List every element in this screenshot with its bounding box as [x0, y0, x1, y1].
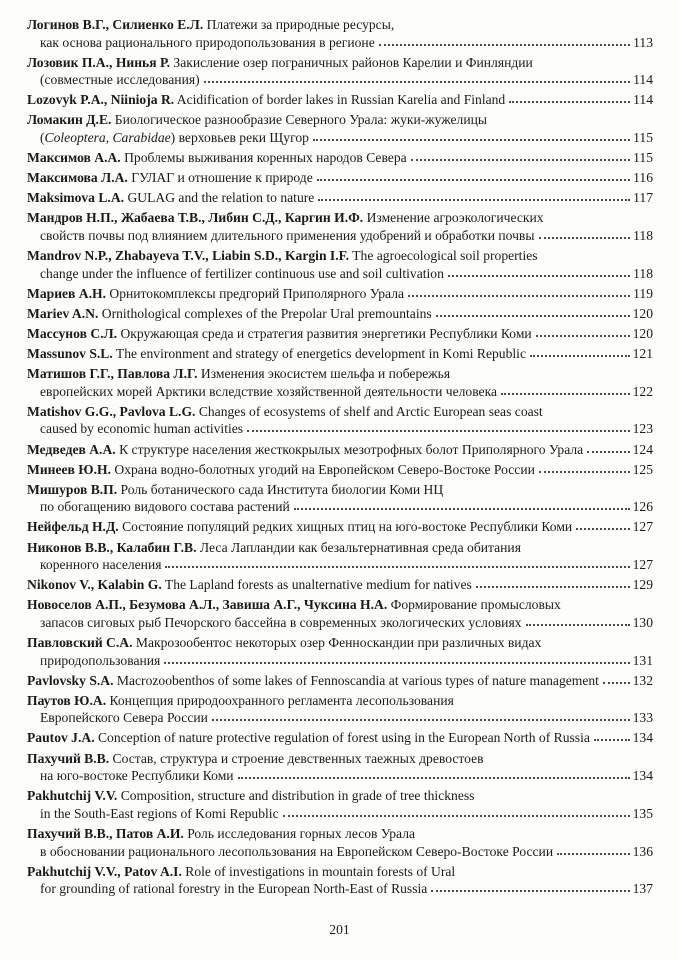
- entry-page-number: 133: [632, 710, 653, 726]
- entry-page-number: 122: [632, 383, 653, 399]
- entry-line-first: [27, 441, 653, 459]
- entry-authors: Логинов В.Г., Силиенко Е.Л.: [27, 17, 204, 32]
- toc-entry: [27, 441, 653, 459]
- entry-title-text: in the South-East regions of Komi Republic: [40, 805, 279, 821]
- entry-line-first: [27, 91, 653, 109]
- entry-text: [40, 709, 208, 727]
- dot-leader: [318, 199, 630, 201]
- entry-title-text: Закисление озер пограничных районов Карелии и Финляндии: [170, 54, 533, 70]
- entry-authors: Пахучий В.В., Патов А.И.: [27, 825, 184, 841]
- entry-title-text: Composition, structure and distribution in grade of tree thickness: [117, 788, 475, 804]
- toc-entry: [27, 825, 653, 860]
- entry-authors: Нейфельд Н.Д.: [27, 519, 119, 535]
- entry-title-text: в обосновании рационального лесопользования на Европейском Северо-Востоке России: [40, 843, 554, 859]
- entry-text: [27, 210, 544, 225]
- entry-title-text: caused by economic human activities: [40, 421, 244, 437]
- entry-text: [40, 843, 553, 861]
- entry-line-first: [27, 325, 653, 343]
- dot-leader: [238, 777, 630, 779]
- dot-leader: [379, 44, 630, 46]
- toc-entry: [27, 461, 653, 479]
- toc-entry: [27, 16, 653, 51]
- entry-page-number: 118: [633, 265, 653, 281]
- entry-authors: Pautov J.A.: [27, 730, 95, 746]
- entry-line-first: [27, 729, 653, 747]
- entry-line-continuation: [27, 556, 653, 574]
- entry-title-text: Проблемы выживания коренных народов Севера: [120, 150, 407, 166]
- entry-authors: Lozovyk P.A., Niinioja R.: [27, 92, 175, 108]
- entry-authors: Павловский С.А.: [27, 635, 133, 650]
- entry-title-text: change under the influence of fertilizer continuous use and soil cultivation: [40, 265, 444, 281]
- entry-page-number: 125: [632, 461, 653, 477]
- entry-text: [40, 71, 200, 89]
- dot-leader: [212, 719, 630, 721]
- dot-leader: [587, 451, 629, 453]
- toc-entry: [27, 325, 653, 343]
- entry-page-number: 134: [632, 730, 653, 746]
- entry-text: [27, 461, 535, 479]
- entry-title-text: Биологическое разнообразие Северного Урала: жуки-жужелицы: [111, 112, 488, 128]
- entry-line-first: [27, 403, 653, 421]
- entry-page-number: 135: [632, 805, 653, 821]
- entry-title-text: Окружающая среда и стратегия развития энергетики Республики Коми: [117, 326, 532, 341]
- dot-leader: [317, 179, 630, 181]
- entry-authors: Матишов Г.Г., Павлова Л.Г.: [27, 366, 198, 382]
- entry-page-number: 115: [633, 150, 653, 166]
- entry-title-text: Ornithological complexes of the Prepolar Ural premountains: [98, 305, 432, 321]
- entry-text: [27, 91, 505, 109]
- entry-text: [27, 55, 533, 70]
- entry-title-text: Changes of ecosystems of shelf and Arctic European seas coast: [195, 403, 543, 419]
- entry-authors: Maksimova L.A.: [27, 190, 125, 206]
- dot-leader: [501, 393, 630, 395]
- dot-leader: [408, 295, 630, 297]
- toc-entry: [27, 365, 653, 400]
- entry-title-text: Европейского Севера России: [40, 710, 208, 726]
- entry-text: [40, 383, 497, 401]
- entry-text: [27, 305, 432, 323]
- entry-line-continuation: [27, 805, 653, 823]
- entry-line-continuation: [27, 265, 653, 283]
- entry-authors: Минеев Ю.Н.: [27, 461, 111, 477]
- entry-page-number: 124: [632, 441, 653, 457]
- dot-leader: [283, 815, 630, 817]
- dot-leader: [539, 471, 630, 473]
- dot-leader: [204, 81, 630, 83]
- entry-title-text: запасов сиговых рыб Печорского бассейна в современных экологических условиях: [40, 614, 522, 630]
- entry-page-number: 123: [632, 421, 653, 437]
- entry-authors: Мариев А.Н.: [27, 285, 106, 301]
- entry-text: [27, 597, 561, 612]
- entry-title-text: природопользования: [40, 652, 161, 668]
- dot-leader: [411, 159, 630, 161]
- toc-entry: [27, 91, 653, 109]
- dot-leader: [530, 355, 630, 357]
- entry-title-text: Acidification of border lakes in Russian Karelia and Finland: [174, 92, 506, 108]
- entry-line-first: [27, 750, 653, 768]
- entry-line-continuation: [27, 709, 653, 727]
- entry-line-continuation: [27, 71, 653, 89]
- entry-text: [40, 556, 161, 574]
- entry-title-text: The Lapland forests as unalternative medium for natives: [161, 577, 472, 593]
- entry-authors: Пахучий В.В.: [27, 750, 110, 766]
- dot-leader: [431, 890, 629, 892]
- entry-text: [27, 826, 415, 841]
- entry-text: [40, 420, 243, 438]
- entry-page-number: 131: [632, 652, 653, 668]
- entry-title-text: свойств почвы под влиянием длительного применения удобрений и обработки почвы: [40, 228, 535, 244]
- entry-page-number: 137: [632, 881, 653, 897]
- toc-entry: [27, 692, 653, 727]
- entry-text: [27, 482, 443, 497]
- entry-text: [27, 17, 394, 32]
- entry-title-text: Состав, структура и строение девственных таежных древостоев: [109, 750, 484, 766]
- entry-page-number: 136: [632, 843, 653, 859]
- footer-page-number: 201: [329, 922, 350, 937]
- entry-page-number: 118: [633, 228, 653, 244]
- entry-line-first: [27, 54, 653, 72]
- dot-leader: [576, 528, 629, 530]
- toc-entry: [27, 345, 653, 363]
- entry-line-first: [27, 247, 653, 265]
- dot-leader: [603, 682, 630, 684]
- entry-page-number: 120: [632, 326, 653, 341]
- entry-title-text: Роль ботанического сада Института биологии Коми НЦ: [117, 481, 444, 497]
- dot-leader: [526, 624, 630, 626]
- entry-text: [40, 614, 522, 632]
- entry-authors: Pakhutchij V.V., Patov A.I.: [27, 863, 182, 879]
- entry-line-first: [27, 596, 653, 614]
- entry-page-number: 119: [633, 285, 653, 301]
- entry-title-text: Платежи за природные ресурсы,: [203, 17, 395, 32]
- toc-entry: [27, 539, 653, 574]
- dot-leader: [476, 586, 630, 588]
- entry-text: [27, 248, 538, 263]
- entry-line-first: [27, 149, 653, 167]
- entry-page-number: 134: [632, 768, 653, 784]
- entry-text: [27, 576, 472, 594]
- toc-entry: [27, 576, 653, 594]
- entry-page-number: 114: [633, 72, 653, 88]
- dot-leader: [313, 139, 630, 141]
- entry-title-text: Macrozoobenthos of some lakes of Fennoscandia at various types of nature management: [113, 672, 599, 688]
- entry-title-text: европейских морей Арктики вследствие хозяйственной деятельности человека: [40, 383, 498, 399]
- entry-line-first: [27, 672, 653, 690]
- entry-text: [27, 864, 455, 879]
- entry-authors: Лозовик П.А., Нинья Р.: [27, 54, 170, 70]
- entry-line-continuation: [27, 498, 653, 516]
- entry-title-text: как основа рационального природопользования в регионе: [40, 34, 375, 50]
- entry-title-text: Леса Лапландии как безальтернативная среда обитания: [196, 539, 521, 555]
- entry-authors: Медведев А.А.: [27, 441, 116, 457]
- entry-text: [27, 518, 572, 536]
- entry-line-first: [27, 209, 653, 227]
- entry-line-first: [27, 305, 653, 323]
- entry-title-text: The environment and strategy of energetics development in Komi Republic: [112, 346, 526, 362]
- entry-page-number: 114: [633, 92, 653, 108]
- entry-line-first: [27, 365, 653, 383]
- entry-line-continuation: [27, 227, 653, 245]
- entry-line-continuation: [27, 614, 653, 632]
- toc-entry: [27, 189, 653, 207]
- entry-line-first: [27, 518, 653, 536]
- toc-entries: [27, 16, 653, 898]
- entry-line-first: [27, 461, 653, 479]
- entry-authors: Ломакин Д.Е.: [27, 112, 112, 128]
- entry-text: [40, 265, 444, 283]
- entry-authors: Pakhutchij V.V.: [27, 788, 118, 804]
- entry-page-number: 115: [633, 130, 653, 146]
- toc-entry: [27, 518, 653, 536]
- entry-title-text: ) верховьев реки Щугор: [170, 130, 309, 146]
- entry-text: [27, 189, 314, 207]
- dot-leader: [557, 853, 630, 855]
- entry-authors: Mariev A.N.: [27, 305, 99, 321]
- entry-title-text: коренного населения: [40, 557, 162, 573]
- entry-title-text: Роль исследования горных лесов Урала: [183, 825, 416, 841]
- entry-page-number: 127: [632, 519, 653, 535]
- toc-entry: [27, 672, 653, 690]
- entry-authors: Mandrov N.P., Zhabayeva T.V., Liabin S.D., Kargin I.F.: [27, 248, 350, 264]
- entry-authors: Максимова Л.А.: [27, 170, 128, 186]
- entry-text: [27, 540, 521, 555]
- entry-line-first: [27, 481, 653, 499]
- dot-leader: [247, 430, 630, 432]
- dot-leader: [536, 335, 630, 337]
- entry-line-continuation: [27, 767, 653, 785]
- entry-authors: Nikonov V., Kalabin G.: [27, 577, 162, 593]
- dot-leader: [509, 101, 630, 103]
- entry-text: [27, 112, 487, 127]
- entry-line-first: [27, 111, 653, 129]
- toc-entry: [27, 481, 653, 516]
- entry-line-first: [27, 169, 653, 187]
- dot-leader: [594, 739, 630, 741]
- entry-page-number: 126: [632, 499, 653, 515]
- toc-entry: [27, 209, 653, 244]
- entry-line-first: [27, 539, 653, 557]
- entry-text: [27, 345, 526, 363]
- entry-text: [27, 366, 450, 381]
- entry-title-text: на юго-востоке Республики Коми: [40, 768, 234, 784]
- entry-page-number: 121: [632, 346, 653, 362]
- entry-title-text: Изменения экосистем шельфа и побережья: [197, 366, 451, 382]
- entry-line-first: [27, 787, 653, 805]
- entry-title-text: Охрана водно-болотных угодий на Европейском Северо-Востоке России: [110, 461, 535, 477]
- entry-authors: Паутов Ю.А.: [27, 692, 107, 708]
- entry-title-text: Role of investigations in mountain forests of Ural: [181, 863, 456, 879]
- entry-title-text: Орнитокомплексы предгорий Приполярного Урала: [105, 285, 405, 301]
- toc-entry: [27, 149, 653, 167]
- entry-text: [40, 880, 427, 898]
- entry-title-text: GULAG and the relation to nature: [124, 190, 315, 206]
- entry-title-text: Концепция природоохранного регламента лесопользования: [106, 692, 454, 708]
- entry-line-continuation: [27, 843, 653, 861]
- entry-page-number: 130: [632, 614, 653, 630]
- entry-text: [40, 129, 309, 147]
- entry-authors: Максимов А.А.: [27, 150, 121, 166]
- toc-entry: [27, 305, 653, 323]
- entry-text: [27, 149, 407, 167]
- toc-entry: [27, 111, 653, 146]
- entry-line-first: [27, 692, 653, 710]
- dot-leader: [164, 662, 629, 664]
- entry-text: [27, 672, 599, 690]
- dot-leader: [436, 315, 630, 317]
- entry-authors: Новоселов А.П., Безумова А.Л., Завиша А.Г., Чуксина Н.А.: [27, 597, 388, 613]
- toc-entry: [27, 863, 653, 898]
- entry-line-first: [27, 576, 653, 594]
- toc-entry: [27, 247, 653, 282]
- entry-line-first: [27, 634, 653, 652]
- toc-entry: [27, 403, 653, 438]
- toc-entry: [27, 750, 653, 785]
- entry-text: [40, 227, 535, 245]
- entry-page-number: 113: [633, 34, 653, 50]
- entry-text: [27, 693, 454, 708]
- entry-title-text: К структуре населения жесткокрылых мезотрофных болот Приполярного Урала: [115, 441, 584, 457]
- dot-leader: [539, 237, 631, 239]
- entry-title-text: (совместные исследования): [40, 72, 200, 88]
- entry-title-text: Conception of nature protective regulation of forest using in the European North of Russia: [94, 730, 590, 746]
- entry-authors: Никонов В.В., Калабин Г.В.: [27, 539, 197, 555]
- entry-text: [27, 325, 532, 343]
- entry-line-continuation: [27, 34, 653, 52]
- entry-title-text: Формирование промысловых: [387, 597, 561, 613]
- page-footer: [0, 922, 679, 938]
- entry-line-continuation: [27, 383, 653, 401]
- entry-line-continuation: [27, 880, 653, 898]
- entry-text: [40, 498, 290, 516]
- entry-title-text: ГУЛАГ и отношение к природе: [127, 170, 313, 186]
- entry-text: [40, 805, 279, 823]
- entry-authors: Pavlovsky S.A.: [27, 672, 114, 688]
- dot-leader: [294, 508, 630, 510]
- entry-text: [27, 751, 484, 766]
- entry-text: [27, 635, 541, 650]
- toc-entry: [27, 596, 653, 631]
- entry-line-continuation: [27, 420, 653, 438]
- entry-page-number: 120: [632, 305, 653, 321]
- entry-line-first: [27, 345, 653, 363]
- entry-line-continuation: [27, 129, 653, 147]
- entry-text: [40, 652, 160, 670]
- entry-line-first: [27, 16, 653, 34]
- entry-authors: Массунов С.Л.: [27, 326, 118, 341]
- entry-text: [40, 34, 375, 52]
- toc-entry: [27, 729, 653, 747]
- entry-authors: Мандров Н.П., Жабаева Т.В., Либин С.Д., Каргин И.Ф.: [27, 210, 364, 226]
- entry-line-first: [27, 825, 653, 843]
- entry-line-first: [27, 285, 653, 303]
- toc-entry: [27, 285, 653, 303]
- entry-title-text: Изменение агроэкологических: [363, 210, 544, 226]
- entry-line-first: [27, 189, 653, 207]
- entry-title-text: Макрозообентос некоторых озер Фенноскандии при различных видах: [132, 635, 542, 650]
- entry-line-first: [27, 863, 653, 881]
- entry-page-number: 127: [632, 557, 653, 573]
- entry-text: [27, 441, 583, 459]
- dot-leader: [448, 275, 630, 277]
- entry-authors: Massunov S.L.: [27, 346, 113, 362]
- entry-title-text: The agroecological soil properties: [349, 248, 538, 264]
- entry-text: [27, 285, 404, 303]
- entry-page-number: 132: [632, 672, 653, 688]
- entry-text: [27, 729, 590, 747]
- entry-text: [27, 169, 313, 187]
- toc-entry: [27, 54, 653, 89]
- entry-title-text: по обогащению видового состава растений: [40, 499, 290, 515]
- entry-title-text: Состояние популяций редких хищных птиц на юго-востоке Республики Коми: [118, 519, 573, 535]
- entry-page-number: 117: [633, 190, 653, 206]
- toc-entry: [27, 787, 653, 822]
- entry-title-italic: Coleoptera, Carabidae: [44, 130, 171, 146]
- entry-authors: Мишуров В.П.: [27, 481, 118, 497]
- entry-title-text: (: [40, 130, 45, 146]
- toc-entry: [27, 169, 653, 187]
- toc-entry: [27, 634, 653, 669]
- entry-page-number: 129: [632, 577, 653, 593]
- entry-text: [40, 767, 234, 785]
- entry-text: [27, 404, 543, 419]
- entry-title-text: for grounding of rational forestry in the European North-East of Russia: [40, 881, 428, 897]
- entry-line-continuation: [27, 652, 653, 670]
- entry-authors: Matishov G.G., Pavlova L.G.: [27, 403, 196, 419]
- dot-leader: [165, 566, 629, 568]
- entry-page-number: 116: [633, 170, 653, 186]
- entry-text: [27, 788, 474, 803]
